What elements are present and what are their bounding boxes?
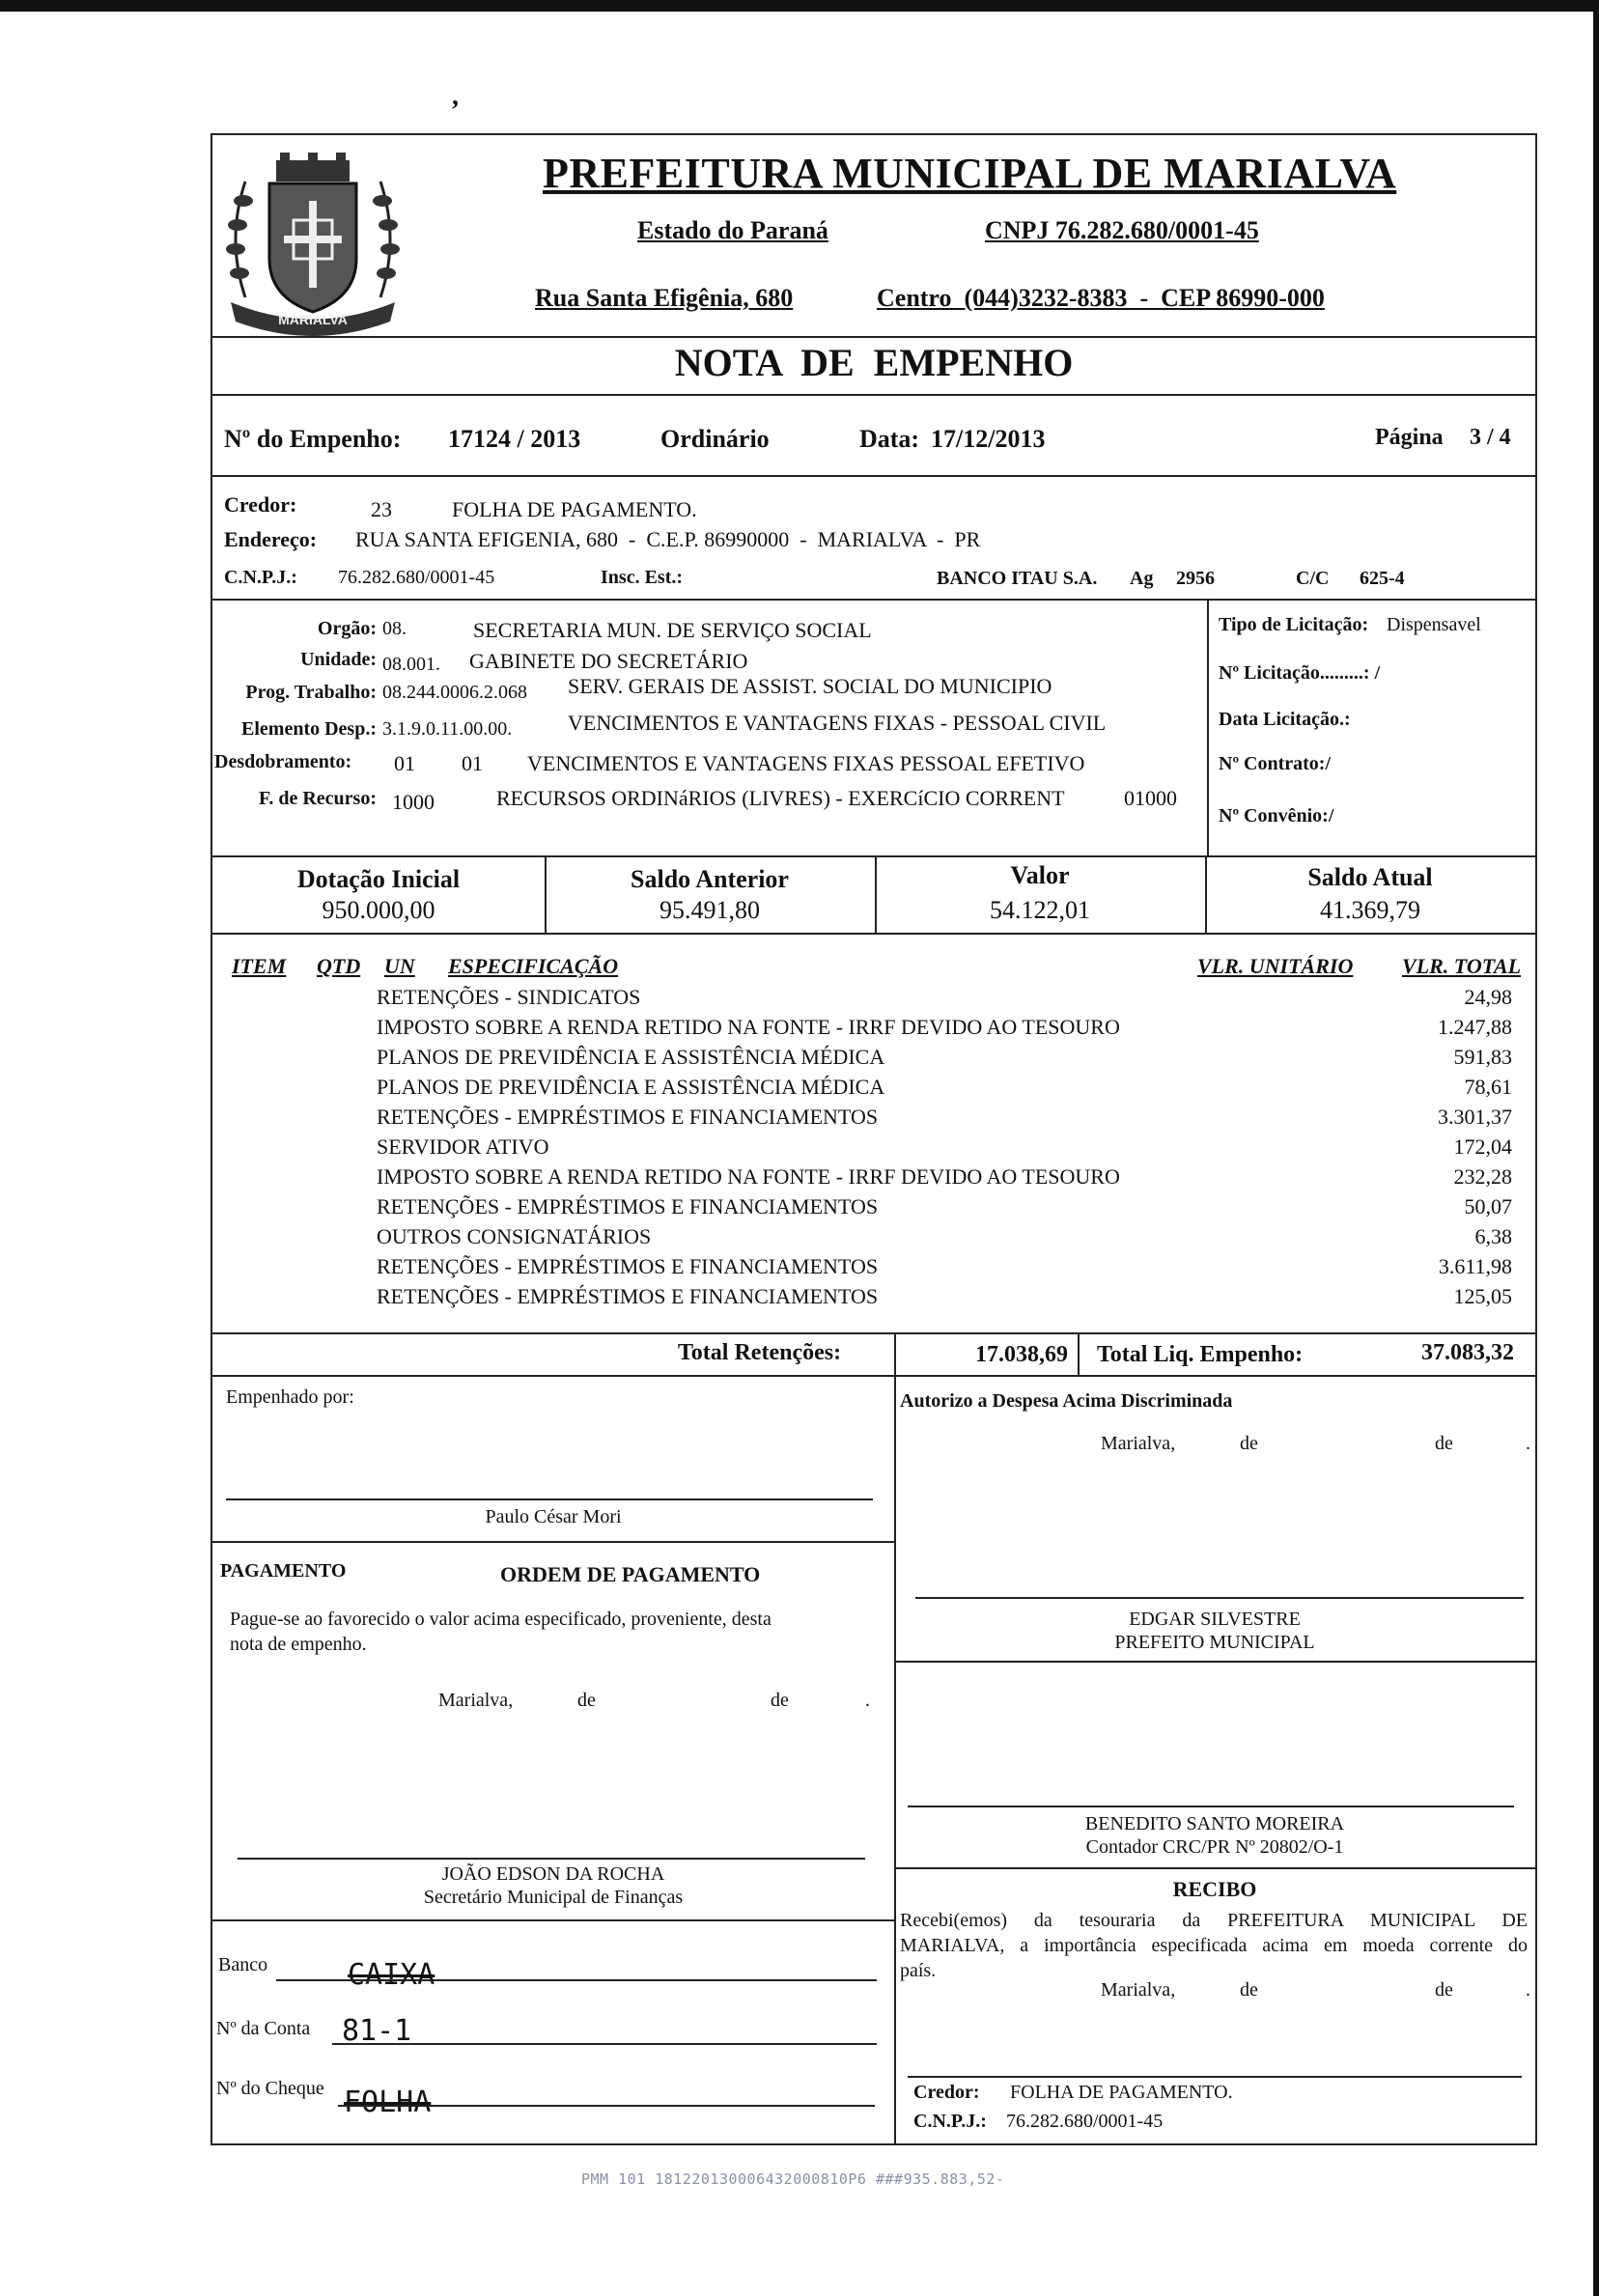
list-item: [377, 1045, 884, 1070]
divider: [212, 1375, 1535, 1377]
divider: [894, 1375, 896, 2143]
col-item: ITEM: [232, 954, 287, 978]
elemento-label: Elemento Desp.:: [241, 718, 377, 740]
nota-empenho-form: [210, 133, 1537, 2145]
account-value: 625-4: [1360, 568, 1405, 589]
num-licitacao-label: Nº Licitação.........: /: [1219, 662, 1381, 684]
total-liquido-value: 37.083,32: [1421, 1340, 1514, 1365]
recibo-text-1: Recebi(emos) da tesouraria da PREFEITURA MUNICIPAL DE: [900, 1910, 1528, 1931]
list-item: [377, 1015, 1120, 1040]
item-desc: RETENÇÕES - EMPRÉSTIMOS E FINANCIAMENTOS: [377, 1105, 879, 1129]
signature-line: [908, 1806, 1514, 1807]
desdobramento-code-1: 01: [394, 751, 415, 775]
divider: [212, 933, 1535, 935]
banco-value: CAIXA: [348, 1958, 435, 1992]
divider: [894, 1332, 896, 1375]
cnpj-value: 76.282.680/0001-45: [338, 567, 495, 588]
credor-label: Credor:: [224, 492, 297, 517]
divider: [212, 336, 1535, 338]
saldo-atual-label: Saldo Atual: [1307, 863, 1433, 891]
col-especificacao: ESPECIFICAÇÃO: [448, 954, 619, 978]
col-vlr-unitario: VLR. UNITÁRIO: [1197, 954, 1354, 978]
total-retencoes-value: 17.038,69: [975, 1342, 1068, 1367]
item-total: 6,38: [1474, 1224, 1512, 1248]
list-item: [377, 1284, 878, 1309]
pagamento-text-1: Pague-se ao favorecido o valor acima especificado, proveniente, desta: [230, 1609, 771, 1630]
divider: [212, 475, 1535, 477]
header-cnpj: CNPJ 76.282.680/0001-45: [985, 216, 1259, 244]
divider: [894, 1661, 1535, 1663]
conta-line: [332, 2043, 877, 2045]
credor-name: FOLHA DE PAGAMENTO.: [452, 497, 697, 521]
svg-text:MARIALVA: MARIALVA: [278, 312, 348, 327]
valor-label: Valor: [1010, 861, 1070, 889]
scan-right-border: [1593, 0, 1599, 2296]
empenhado-signer: Paulo César Mori: [485, 1506, 622, 1527]
orgao-label: Orgão:: [317, 618, 377, 639]
list-item: [377, 985, 640, 1010]
address-label: Endereço:: [224, 527, 318, 551]
recibo-text-3: país.: [900, 1960, 937, 1981]
prog-code: 08.244.0006.2.068: [382, 682, 527, 703]
empenho-type: Ordinário: [660, 425, 770, 453]
orgao-desc: SECRETARIA MUN. DE SERVIÇO SOCIAL: [473, 618, 872, 642]
account-label: C/C: [1296, 568, 1330, 589]
saldo-anterior-label: Saldo Anterior: [631, 865, 789, 893]
autorizo-de-1: de: [1240, 1433, 1258, 1454]
list-item: [377, 1164, 1120, 1190]
item-total: 232,28: [1453, 1164, 1512, 1189]
desdobramento-desc: VENCIMENTOS E VANTAGENS FIXAS PESSOAL EFETIVO: [527, 751, 1085, 775]
recibo-credor-value: FOLHA DE PAGAMENTO.: [1010, 2082, 1233, 2103]
dotacao-label: Dotação Inicial: [296, 865, 461, 893]
header-contact: Centro (044)3232-8383 - CEP 86990-000: [877, 284, 1325, 312]
unidade-desc: GABINETE DO SECRETÁRIO: [469, 649, 748, 673]
orgao-code: 08.: [382, 618, 407, 639]
page-number: 3 / 4: [1470, 425, 1511, 450]
desdobramento-code-2: 01: [462, 751, 483, 775]
divider: [212, 1332, 1535, 1334]
divider: [212, 599, 1535, 601]
item-total: 125,05: [1453, 1284, 1512, 1308]
autorizo-place: Marialva,: [1101, 1433, 1176, 1454]
secretario-role: Secretário Municipal de Finanças: [423, 1887, 684, 1908]
total-retencoes-label: Total Retenções:: [678, 1340, 842, 1365]
data-licitacao-label: Data Licitação.:: [1219, 709, 1351, 730]
pagamento-dot: .: [865, 1690, 870, 1711]
item-total: 78,61: [1464, 1075, 1512, 1099]
divider: [1078, 1332, 1080, 1375]
pagamento-text-2: nota de empenho.: [230, 1634, 367, 1655]
address-value: RUA SANTA EFIGENIA, 680 - C.E.P. 86990000 - MARIALVA - PR: [355, 527, 981, 551]
contador-name: BENEDITO SANTO MOREIRA: [1084, 1813, 1345, 1834]
prog-label: Prog. Trabalho:: [245, 682, 377, 703]
divider: [212, 1919, 894, 1921]
item-total: 3.301,37: [1438, 1105, 1512, 1129]
divider: [1207, 599, 1209, 855]
elemento-desc: VENCIMENTOS E VANTAGENS FIXAS - PESSOAL CIVIL: [568, 711, 1107, 735]
empenho-number-label: Nº do Empenho:: [224, 425, 402, 453]
recibo-credor-label: Credor:: [913, 2082, 980, 2103]
state-name: Estado do Paraná: [637, 216, 828, 244]
list-item: [377, 1254, 878, 1279]
autorizo-label: Autorizo a Despesa Acima Discriminada: [900, 1390, 1233, 1412]
bank-name: BANCO ITAU S.A.: [937, 568, 1098, 589]
conta-value: 81-1: [342, 2014, 412, 2048]
insc-est-label: Insc. Est.:: [601, 567, 684, 588]
contador-role: Contador CRC/PR Nº 20802/O-1: [1085, 1836, 1344, 1858]
item-total: 1.247,88: [1438, 1015, 1512, 1039]
unidade-code: 08.001.: [382, 654, 440, 675]
pagamento-de-2: de: [771, 1690, 789, 1711]
agency-value: 2956: [1176, 568, 1215, 589]
num-convenio-label: Nº Convênio:/: [1219, 805, 1334, 826]
ordem-pagamento-label: ORDEM DE PAGAMENTO: [500, 1562, 761, 1586]
recibo-dot: .: [1526, 1979, 1530, 2001]
saldo-atual-value: 41.369,79: [1320, 896, 1420, 924]
cheque-value: FOLHA: [344, 2086, 432, 2119]
empenho-number: 17124 / 2013: [448, 425, 581, 453]
tipo-licitacao-label: Tipo de Licitação:: [1219, 614, 1369, 635]
item-desc: PLANOS DE PREVIDÊNCIA E ASSISTÊNCIA MÉDICA: [377, 1045, 885, 1069]
autorizo-de-2: de: [1435, 1433, 1453, 1454]
item-desc: RETENÇÕES - EMPRÉSTIMOS E FINANCIAMENTOS: [377, 1284, 879, 1308]
conta-label: Nº da Conta: [216, 2018, 311, 2039]
coat-of-arms-logo: [216, 143, 409, 346]
secretario-name: JOÃO EDSON DA ROCHA: [441, 1863, 665, 1885]
list-item: [377, 1224, 651, 1249]
recibo-title: RECIBO: [1172, 1877, 1257, 1901]
item-desc: RETENÇÕES - EMPRÉSTIMOS E FINANCIAMENTOS: [377, 1254, 879, 1278]
municipality-title: PREFEITURA MUNICIPAL DE MARIALVA: [543, 150, 1397, 197]
stray-mark: ,: [452, 81, 459, 111]
list-item: [377, 1194, 878, 1219]
list-item: [377, 1105, 878, 1130]
document-title: NOTA DE EMPENHO: [674, 341, 1074, 384]
recibo-text-2: MARIALVA, a importância especificada acima em moeda corrente do: [900, 1935, 1528, 1956]
total-liquido-label: Total Liq. Empenho:: [1097, 1342, 1304, 1367]
autorizo-dot: .: [1526, 1433, 1530, 1454]
item-total: 3.611,98: [1438, 1254, 1512, 1278]
unidade-label: Unidade:: [300, 649, 377, 670]
item-desc: IMPOSTO SOBRE A RENDA RETIDO NA FONTE - IRRF DEVIDO AO TESOURO: [377, 1015, 1120, 1039]
item-desc: PLANOS DE PREVIDÊNCIA E ASSISTÊNCIA MÉDICA: [377, 1075, 885, 1099]
recurso-desc: RECURSOS ORDINáRIOS (LIVRES) - EXERCíCIO CORRENT: [496, 786, 1065, 810]
recibo-de-2: de: [1435, 1979, 1453, 2001]
divider: [212, 1541, 894, 1543]
pagamento-place: Marialva,: [438, 1690, 514, 1711]
signature-line: [238, 1858, 865, 1860]
recurso-code-2: 01000: [1124, 786, 1177, 810]
signature-line: [226, 1498, 873, 1500]
col-vlr-total: VLR. TOTAL: [1402, 954, 1522, 978]
dotacao-value: 950.000,00: [322, 896, 435, 924]
date-label: Data:: [859, 425, 920, 453]
prog-desc: SERV. GERAIS DE ASSIST. SOCIAL DO MUNICIPIO: [568, 674, 1052, 698]
signature-line: [915, 1597, 1524, 1599]
header-address: Rua Santa Efigênia, 680: [535, 284, 794, 312]
col-un: UN: [384, 954, 415, 978]
item-desc: RETENÇÕES - EMPRÉSTIMOS E FINANCIAMENTOS: [377, 1194, 879, 1218]
item-desc: IMPOSTO SOBRE A RENDA RETIDO NA FONTE - IRRF DEVIDO AO TESOURO: [377, 1164, 1120, 1189]
col-qtd: QTD: [317, 954, 361, 978]
tipo-licitacao-value: Dispensavel: [1387, 614, 1481, 635]
item-total: 50,07: [1464, 1194, 1512, 1218]
saldo-anterior-value: 95.491,80: [659, 896, 760, 924]
signature-line: [908, 2076, 1522, 2078]
page-label: Página: [1375, 425, 1444, 450]
item-total: 24,98: [1464, 985, 1512, 1009]
scan-top-border: [0, 0, 1599, 12]
banco-line: [276, 1979, 877, 1981]
recibo-place: Marialva,: [1101, 1979, 1176, 2001]
elemento-code: 3.1.9.0.11.00.00.: [382, 718, 513, 740]
valor-value: 54.122,01: [990, 896, 1090, 924]
list-item: [377, 1075, 884, 1100]
empenhado-label: Empenhado por:: [226, 1386, 354, 1408]
item-total: 172,04: [1453, 1134, 1512, 1159]
item-desc: OUTROS CONSIGNATÁRIOS: [377, 1224, 652, 1248]
recibo-de-1: de: [1240, 1979, 1258, 2001]
recurso-label: F. de Recurso:: [258, 788, 377, 809]
recurso-code: 1000: [392, 790, 435, 814]
divider: [212, 855, 1535, 857]
pagamento-label: PAGAMENTO: [220, 1560, 347, 1582]
cnpj-label: C.N.P.J.:: [224, 567, 297, 588]
pagamento-de-1: de: [577, 1690, 596, 1711]
item-total: 591,83: [1453, 1045, 1512, 1069]
recibo-cnpj-label: C.N.P.J.:: [913, 2111, 987, 2132]
date-value: 17/12/2013: [931, 425, 1046, 453]
banco-label: Banco: [218, 1954, 268, 1975]
divider: [212, 394, 1535, 396]
prefeito-name: EDGAR SILVESTRE: [1129, 1609, 1301, 1630]
item-desc: RETENÇÕES - SINDICATOS: [377, 985, 641, 1009]
desdobramento-label: Desdobramento:: [214, 751, 352, 772]
agency-label: Ag: [1130, 568, 1154, 589]
credor-code: 23: [371, 497, 392, 521]
num-contrato-label: Nº Contrato:/: [1219, 753, 1332, 774]
item-desc: SERVIDOR ATIVO: [377, 1134, 549, 1159]
footer-printed-code: PMM 101 181220130006432000810P6 ###935.883,52-: [581, 2170, 1005, 2188]
list-item: [377, 1134, 549, 1160]
cheque-line: [338, 2105, 875, 2107]
divider: [894, 1867, 1535, 1869]
prefeito-role: PREFEITO MUNICIPAL: [1114, 1632, 1315, 1653]
recibo-cnpj-value: 76.282.680/0001-45: [1006, 2111, 1164, 2132]
cheque-label: Nº do Cheque: [216, 2078, 324, 2099]
